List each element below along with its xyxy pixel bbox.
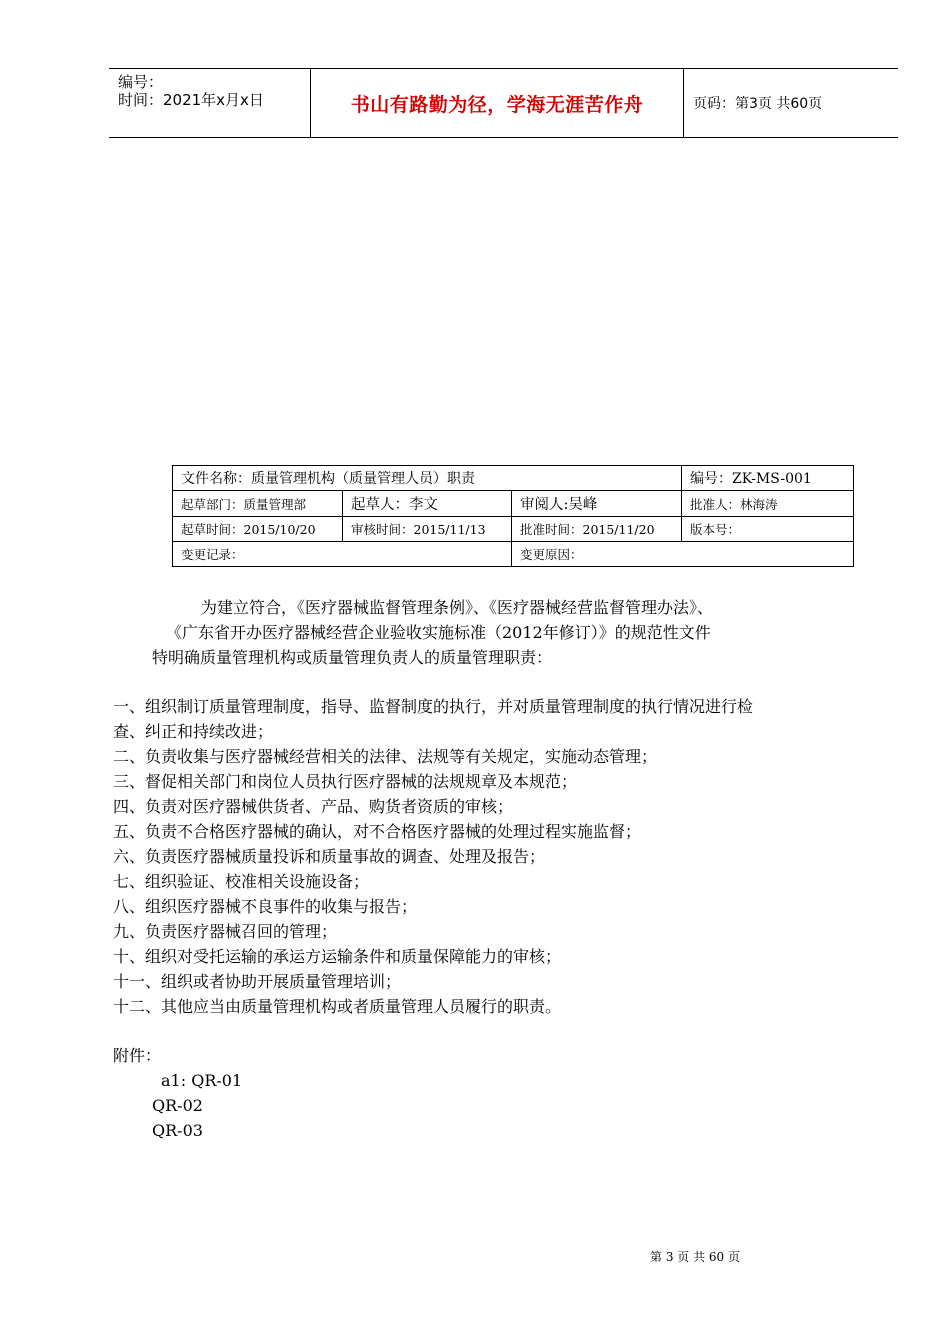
file-name-cell: 文件名称：质量管理机构（质量管理人员）职责 — [173, 466, 682, 491]
list-item: 一、组织制订质量管理制度，指导、监督制度的执行，并对质量管理制度的执行情况进行检 — [113, 697, 754, 716]
header-page-cell — [684, 69, 898, 137]
header-motto: 书山有路勤为径，学海无涯苦作舟 — [350, 93, 644, 116]
list-item: 七、组织验证、校准相关设施设备； — [113, 872, 370, 891]
approve-time-cell: 批准时间：2015/11/20 — [512, 517, 682, 542]
list-item: 十、组织对受托运输的承运方运输条件和质量保障能力的审核； — [113, 947, 562, 966]
draft-dept-cell: 起草部门：质量管理部 — [173, 491, 343, 517]
list-item: 十二、其他应当由质量管理机构或者质量管理人员履行的职责。 — [113, 997, 562, 1016]
header-time: 时间：2021年x月x日 — [118, 91, 264, 109]
approver-cell: 批准人：林海涛 — [682, 491, 854, 517]
list-item: 五、负责不合格医疗器械的确认，对不合格医疗器械的处理过程实施监督； — [113, 822, 642, 841]
intro-line-1: 为建立符合，《医疗器械监督管理条例》、《医疗器械经营监督管理办法》、 — [201, 598, 714, 617]
attachment-item: QR-03 — [152, 1121, 203, 1140]
list-item: 三、督促相关部门和岗位人员执行医疗器械的法规规章及本规范； — [113, 772, 578, 791]
attachment-item: QR-02 — [152, 1096, 203, 1115]
document-info-table — [172, 465, 854, 567]
header-motto-cell — [311, 69, 684, 137]
header-number: 编号： — [118, 73, 164, 91]
change-record-cell: 变更记录： — [173, 542, 512, 567]
doc-number-cell: 编号：ZK-MS-001 — [682, 466, 854, 491]
change-reason-cell: 变更原因： — [512, 542, 854, 567]
reviewer-cell: 审阅人:吴峰 — [512, 491, 682, 517]
page-header — [109, 68, 898, 138]
version-cell: 版本号： — [682, 517, 854, 542]
audit-time-cell: 审核时间：2015/11/13 — [343, 517, 512, 542]
list-item: 四、负责对医疗器械供货者、产品、购货者资质的审核； — [113, 797, 514, 816]
page-footer: 第 3 页 共 60 页 — [650, 1250, 740, 1264]
list-item: 六、负责医疗器械质量投诉和质量事故的调查、处理及报告； — [113, 847, 546, 866]
draft-time-cell: 起草时间：2015/10/20 — [173, 517, 343, 542]
list-item: 九、负责医疗器械召回的管理； — [113, 922, 338, 941]
list-item: 十一、组织或者协助开展质量管理培训； — [113, 972, 402, 991]
intro-line-2: 《广东省开办医疗器械经营企业验收实施标准（2012年修订）》的规范性文件 — [166, 623, 711, 642]
intro-line-3: 特明确质量管理机构或质量管理负责人的质量管理职责： — [152, 648, 553, 667]
header-page-number: 页码：第3页 共60页 — [693, 96, 823, 112]
list-item: 八、组织医疗器械不良事件的收集与报告； — [113, 897, 418, 916]
attachments-label: 附件： — [113, 1046, 162, 1065]
drafter-cell: 起草人：李文 — [343, 491, 512, 517]
list-item: 二、负责收集与医疗器械经营相关的法律、法规等有关规定，实施动态管理； — [113, 747, 658, 766]
attachment-item: a1: QR-01 — [161, 1071, 243, 1090]
header-meta-cell — [109, 69, 311, 137]
list-item: 查、纠正和持续改进； — [113, 722, 274, 741]
